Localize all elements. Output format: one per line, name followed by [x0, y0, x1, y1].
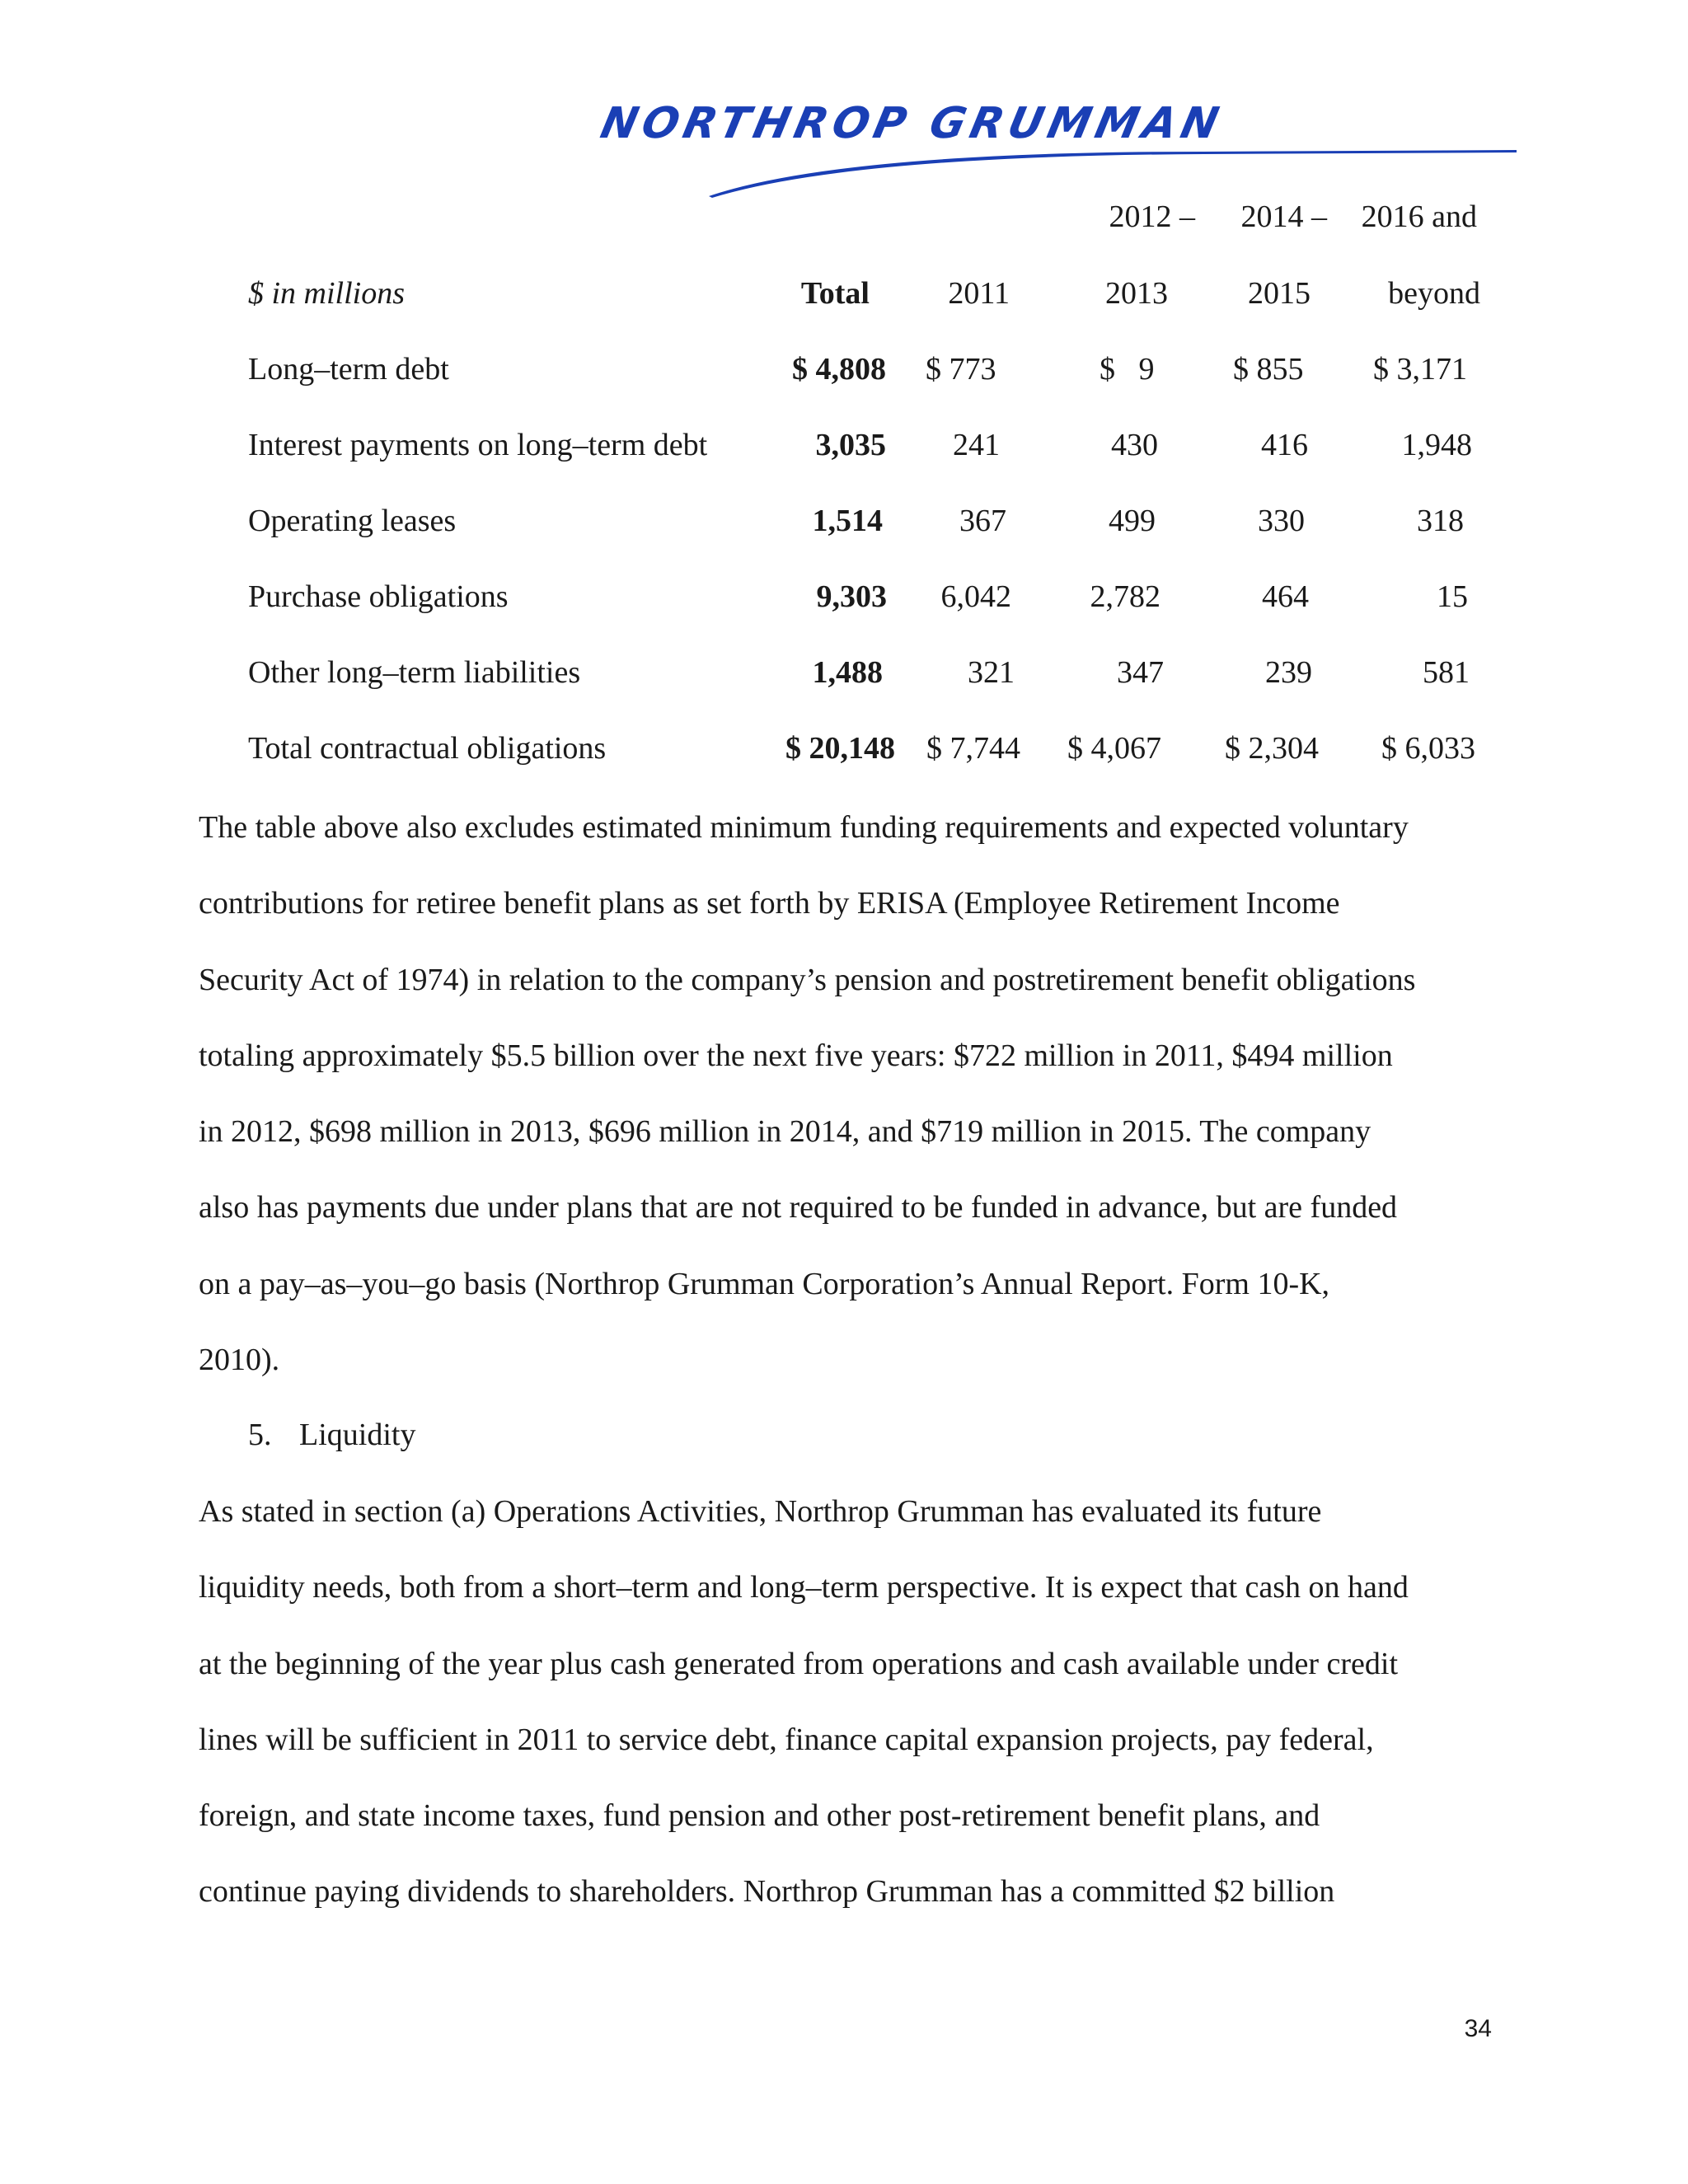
- row-2014: 239: [1265, 655, 1312, 690]
- row-2014: $ 855: [1233, 352, 1304, 387]
- row-2016: 1,948: [1401, 428, 1472, 462]
- row-2012: 347: [1117, 655, 1164, 690]
- row-label: Operating leases: [248, 504, 457, 538]
- row-2016: $ 6,033: [1381, 731, 1475, 766]
- paragraph-line: contributions for retiree benefit plans as set forth by ERISA (Employee Retirement Income: [199, 886, 1340, 921]
- row-2011: 6,042: [940, 579, 1011, 614]
- row-total: 1,488: [812, 655, 883, 690]
- paragraph-line: As stated in section (a) Operations Activities, Northrop Grumman has evaluated its future: [199, 1494, 1322, 1529]
- row-total: 3,035: [815, 428, 886, 462]
- paragraph-line: lines will be sufficient in 2011 to service debt, finance capital expansion projects, pay federal,: [199, 1722, 1374, 1757]
- row-2011: $ 773: [926, 352, 996, 387]
- paragraph-line: in 2012, $698 million in 2013, $696 million in 2014, and $719 million in 2015. The company: [199, 1114, 1372, 1150]
- paragraph-line: foreign, and state income taxes, fund pension and other post-retirement benefit plans, and: [199, 1798, 1320, 1834]
- paragraph-line: continue paying dividends to shareholders. Northrop Grumman has a committed $2 billion: [199, 1874, 1335, 1910]
- row-label: Long–term debt: [248, 352, 449, 387]
- page-number: 34: [1464, 2015, 1492, 2042]
- logo-wordmark: NORTHROP GRUMMAN: [596, 99, 1228, 148]
- paragraph-line: on a pay–as–you–go basis (Northrop Grumman Corporation’s Annual Report. Form 10-K,: [199, 1266, 1330, 1301]
- header-2014-top: 2014 –: [1240, 199, 1327, 234]
- row-2011: $ 7,744: [926, 731, 1020, 766]
- row-label: Interest payments on long–term debt: [248, 428, 708, 462]
- section-heading-liquidity: [248, 1416, 415, 1454]
- contractual-obligations-table: [0, 0, 1688, 791]
- row-2014: $ 2,304: [1225, 731, 1319, 766]
- header-2016: beyond: [1388, 276, 1480, 311]
- section-title: Liquidity: [299, 1418, 416, 1452]
- section-number: 5.: [248, 1418, 272, 1452]
- row-2012: 430: [1111, 428, 1158, 462]
- row-label: Purchase obligations: [248, 579, 509, 614]
- row-2014: 330: [1258, 504, 1305, 538]
- paragraph-line: liquidity needs, both from a short–term and long–term perspective. It is expect that cash on hand: [199, 1570, 1409, 1605]
- row-label: Total contractual obligations: [248, 731, 607, 766]
- row-2011: 321: [968, 655, 1015, 690]
- row-2011: 367: [959, 504, 1006, 538]
- header-2016-top: 2016 and: [1361, 199, 1477, 234]
- row-2016: 15: [1437, 579, 1468, 614]
- row-2012: 499: [1109, 504, 1156, 538]
- row-2012: 2,782: [1090, 579, 1160, 614]
- row-2014: 416: [1261, 428, 1308, 462]
- row-2014: 464: [1262, 579, 1309, 614]
- paragraph-line: Security Act of 1974) in relation to the company’s pension and postretirement benefit obligations: [199, 962, 1416, 997]
- header-2012: 2013: [1105, 276, 1168, 311]
- row-2012: $ 4,067: [1067, 731, 1161, 766]
- row-label: Other long–term liabilities: [248, 655, 581, 690]
- row-2011: 241: [953, 428, 1000, 462]
- header-2011: 2011: [948, 276, 1010, 311]
- row-2016: 318: [1417, 504, 1464, 538]
- row-total: $ 4,808: [792, 352, 886, 387]
- header-total: Total: [800, 276, 870, 311]
- paragraph-line: totaling approximately $5.5 billion over the next five years: $722 million in 2011, $494 million: [199, 1038, 1393, 1073]
- paragraph-line: at the beginning of the year plus cash generated from operations and cash available under credit: [199, 1646, 1399, 1681]
- erisa-paragraph: [199, 790, 1501, 1398]
- liquidity-paragraph: [199, 1474, 1501, 1930]
- paragraph-line: 2010).: [199, 1343, 280, 1378]
- header-2012-top: 2012 –: [1109, 199, 1195, 234]
- header-2014: 2015: [1248, 276, 1311, 311]
- row-total: 1,514: [812, 504, 883, 538]
- paragraph-line: The table above also excludes estimated minimum funding requirements and expected voluntary: [199, 810, 1409, 845]
- row-total: 9,303: [816, 579, 887, 614]
- row-2016: $ 3,171: [1373, 352, 1467, 387]
- paragraph-line: also has payments due under plans that are not required to be funded in advance, but are funded: [199, 1190, 1398, 1226]
- row-2012: $ 9: [1100, 352, 1155, 387]
- header-label: $ in millions: [248, 276, 406, 311]
- row-total: $ 20,148: [785, 731, 895, 766]
- row-2016: 581: [1423, 655, 1470, 690]
